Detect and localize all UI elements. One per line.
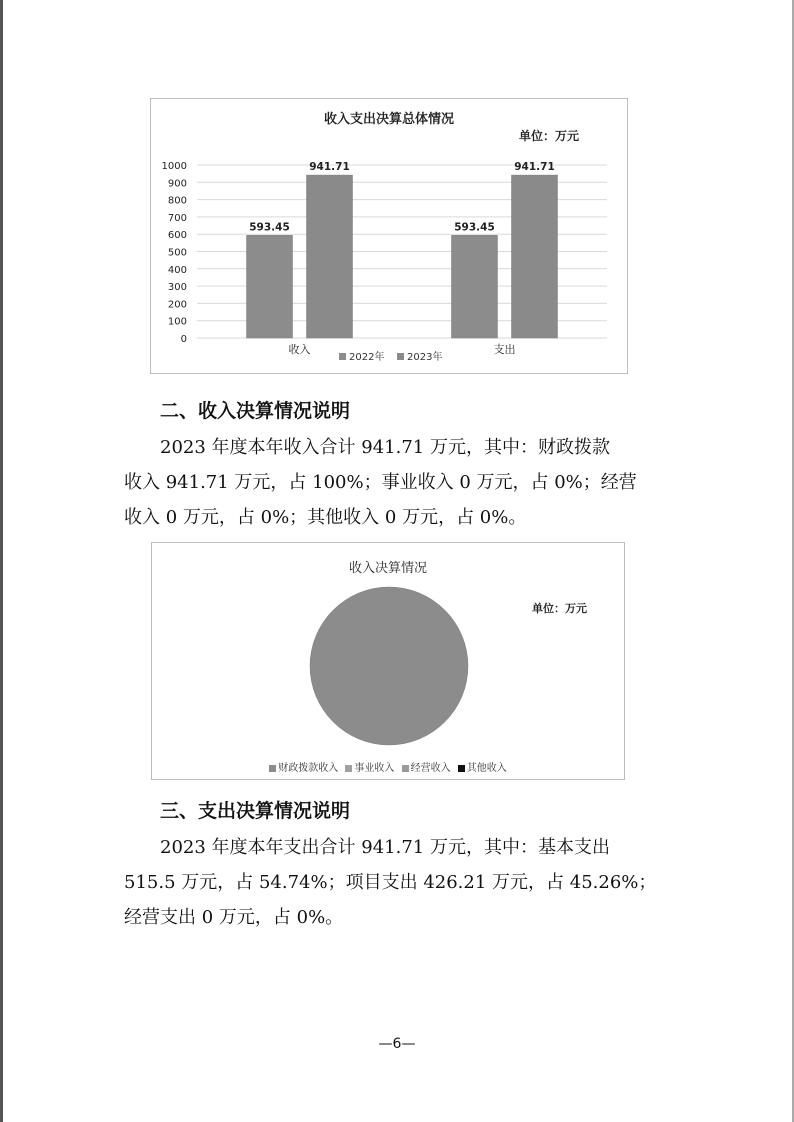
section3-line-2: 515.5 万元，占 54.74%；项目支出 426.21 万元，占 45.26%； [124, 872, 657, 893]
section3-paragraph [124, 830, 684, 935]
legend-swatch-icon [458, 765, 465, 772]
bar-data-label: 593.45 [249, 221, 290, 234]
y-tick-label: 500 [167, 247, 187, 259]
y-tick-label: 0 [180, 334, 187, 345]
y-tick-label: 200 [167, 299, 187, 311]
section2-heading: 二、收入决算情况说明 [160, 400, 351, 422]
pie-legend-item [269, 759, 338, 774]
pie-chart-plot [152, 543, 624, 779]
legend-swatch-icon [345, 765, 352, 772]
section3-heading: 三、支出决算情况说明 [160, 800, 351, 822]
pie-legend-item [402, 759, 451, 774]
pie-legend [152, 759, 624, 774]
y-tick-label: 700 [167, 212, 187, 224]
section3-line-3: 经营支出 0 万元，占 0%。 [124, 907, 344, 928]
legend-label: 经营收入 [410, 763, 451, 774]
bar-chart-title: 收入支出决算总体情况 [323, 112, 454, 127]
legend-label: 2023年 [407, 352, 443, 363]
legend-label: 事业收入 [354, 763, 395, 774]
bar-data-label: 941.71 [309, 161, 350, 174]
y-tick-label: 600 [167, 230, 187, 242]
y-tick-label: 400 [167, 264, 187, 276]
bar [452, 235, 498, 338]
section3-line-1: 2023 年度本年支出合计 941.71 万元，其中：基本支出 [160, 837, 610, 858]
pie-legend-item [345, 759, 394, 774]
y-tick-label: 100 [167, 316, 187, 328]
section2-line-2: 收入 941.71 万元，占 100%；事业收入 0 万元，占 0%；经营 [124, 472, 637, 493]
x-category-label: 收入 [288, 343, 311, 356]
legend-label: 财政拨款收入 [278, 763, 339, 774]
section2-paragraph [124, 430, 684, 535]
y-tick-label: 300 [167, 282, 187, 294]
y-tick-label: 800 [167, 195, 187, 207]
pie-chart-title: 收入决算情况 [348, 561, 427, 576]
pie-slice [310, 587, 468, 745]
legend-swatch-icon [339, 353, 346, 360]
legend-label: 2022年 [349, 352, 385, 363]
pie-legend-item [458, 759, 507, 774]
income-expense-bar-chart [150, 98, 628, 374]
page-number: —6— [378, 1036, 416, 1052]
legend-swatch-icon [269, 765, 276, 772]
legend-swatch-icon [397, 353, 404, 360]
bar-data-label: 941.71 [514, 161, 555, 174]
income-pie-chart [151, 542, 625, 780]
y-tick-label: 900 [167, 178, 187, 190]
bar-chart-plot [151, 99, 627, 373]
legend-label: 其他收入 [466, 763, 507, 774]
bar-chart-unit: 单位：万元 [519, 129, 580, 143]
scan-edge-left [0, 0, 3, 1122]
section2-line-1: 2023 年度本年收入合计 941.71 万元，其中：财政拨款 [160, 437, 610, 458]
legend-swatch-icon [402, 765, 409, 772]
bar [247, 235, 293, 338]
x-category-label: 支出 [493, 343, 516, 356]
pie-chart-unit: 单位：万元 [532, 602, 587, 615]
section2-line-3: 收入 0 万元，占 0%；其他收入 0 万元，占 0%。 [124, 507, 527, 528]
bar [512, 175, 558, 338]
bar [307, 175, 353, 338]
bar-data-label: 593.45 [454, 221, 495, 234]
y-tick-label: 1000 [161, 161, 187, 172]
